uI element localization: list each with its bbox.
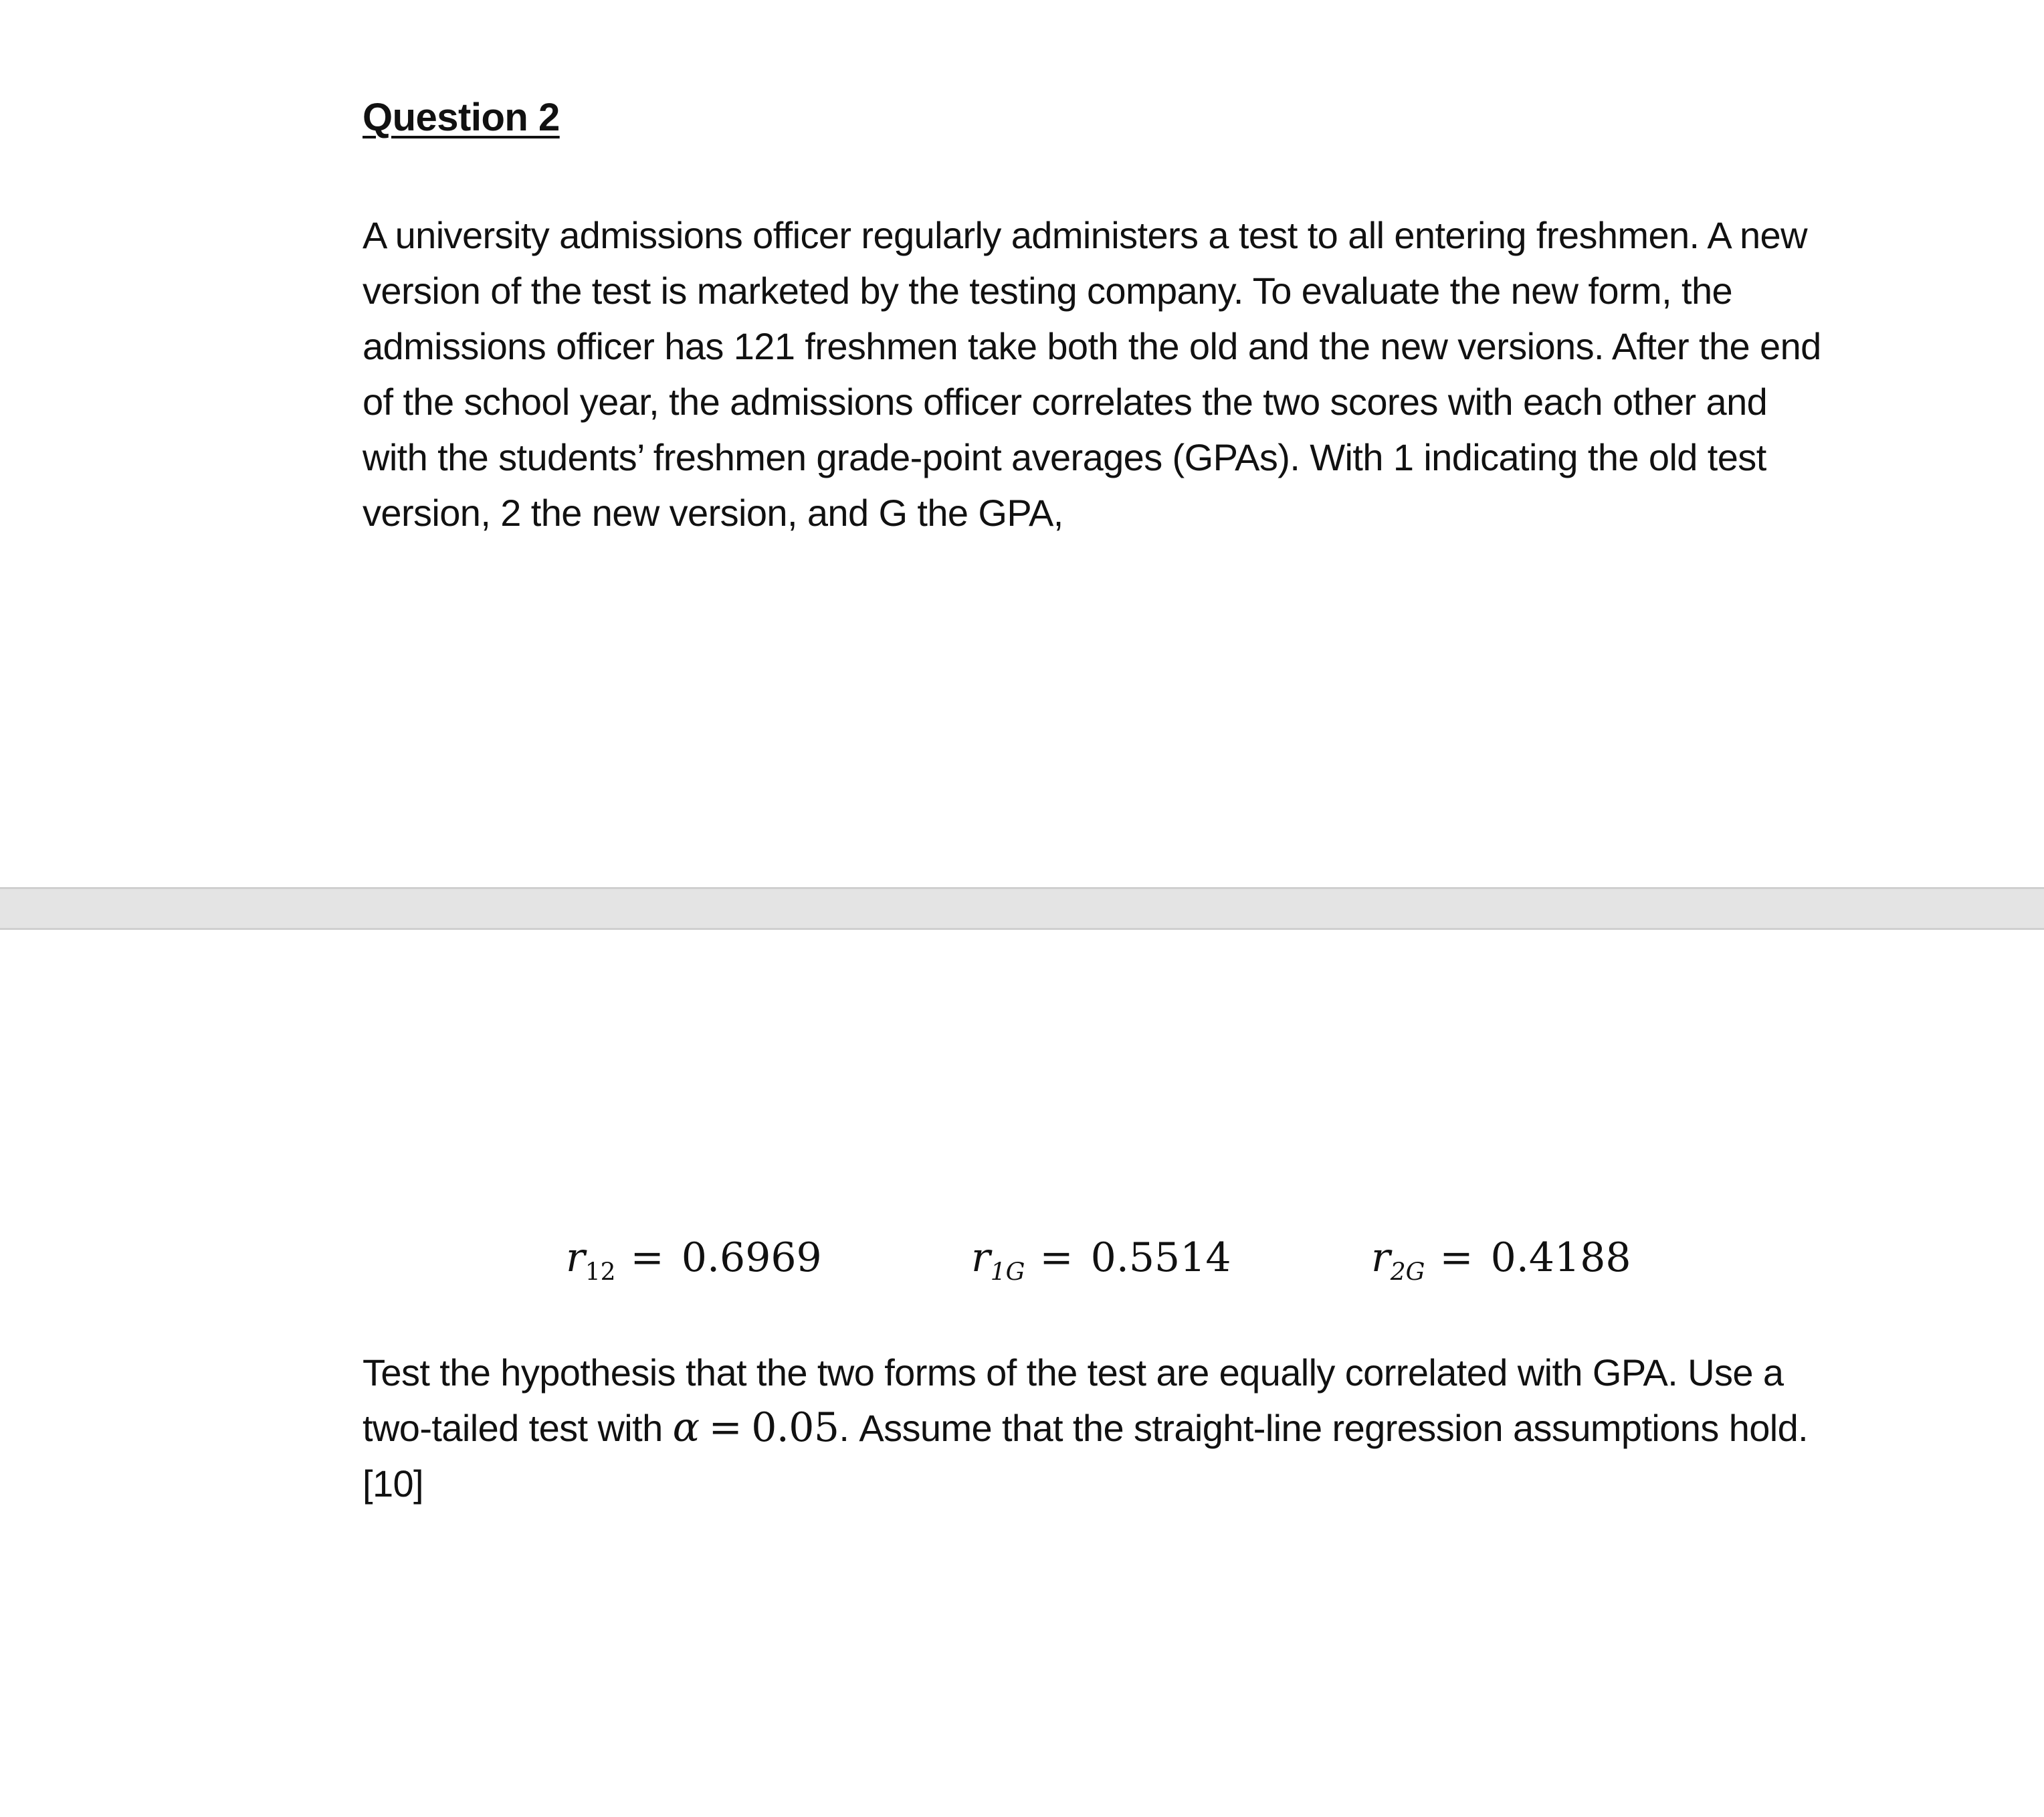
correlation-symbol: r (1371, 1234, 1391, 1281)
equals-sign: = (1039, 1234, 1074, 1281)
correlation-symbol: r (971, 1234, 991, 1281)
correlation-subscript: 2G (1390, 1258, 1425, 1286)
correlation-value: 0.5514 (1090, 1234, 1231, 1281)
document-page-1 (0, 0, 2044, 887)
correlation-symbol: r (566, 1234, 585, 1281)
equals-sign: = (1439, 1234, 1473, 1281)
hypothesis-instruction-paragraph (363, 1345, 1834, 1511)
alpha-value: 0.05 (751, 1404, 839, 1451)
correlation-r12 (566, 1234, 822, 1286)
question-body-paragraph: A university admissions officer regularly administers a test to all entering freshmen. A new version of the test is marketed by the testing company. To evaluate the new form, the admissions officer has 121 freshmen take both the old and the new versions. After the end of the school year, the admissions officer correlates the two scores with each other and with the students’ freshmen grade-point averages (GPAs). With 1 indicating the old test version, 2 the new version, and G the GPA, (363, 214, 1821, 534)
correlation-value: 0.6969 (681, 1234, 822, 1281)
correlation-subscript: 12 (585, 1258, 616, 1286)
correlation-r2g (1371, 1234, 1631, 1286)
alpha-equals-sign: = (708, 1404, 742, 1451)
equals-sign: = (630, 1234, 664, 1281)
instruction-text-end: . Assume that the straight-line regression assumptions hold. [10] (363, 1407, 1809, 1505)
question-heading: Question 2 (363, 96, 560, 139)
document-page-2 (0, 930, 2044, 1817)
correlation-subscript: 1G (990, 1258, 1025, 1286)
alpha-symbol: α (672, 1404, 700, 1451)
instruction-text-start: Test the hypothesis that the two forms of the test are equally correlated with GPA. Use a two-tailed test with (363, 1351, 1784, 1449)
correlation-value: 0.4188 (1490, 1234, 1631, 1281)
page-break-divider (0, 887, 2044, 930)
correlation-r1g (971, 1234, 1231, 1286)
